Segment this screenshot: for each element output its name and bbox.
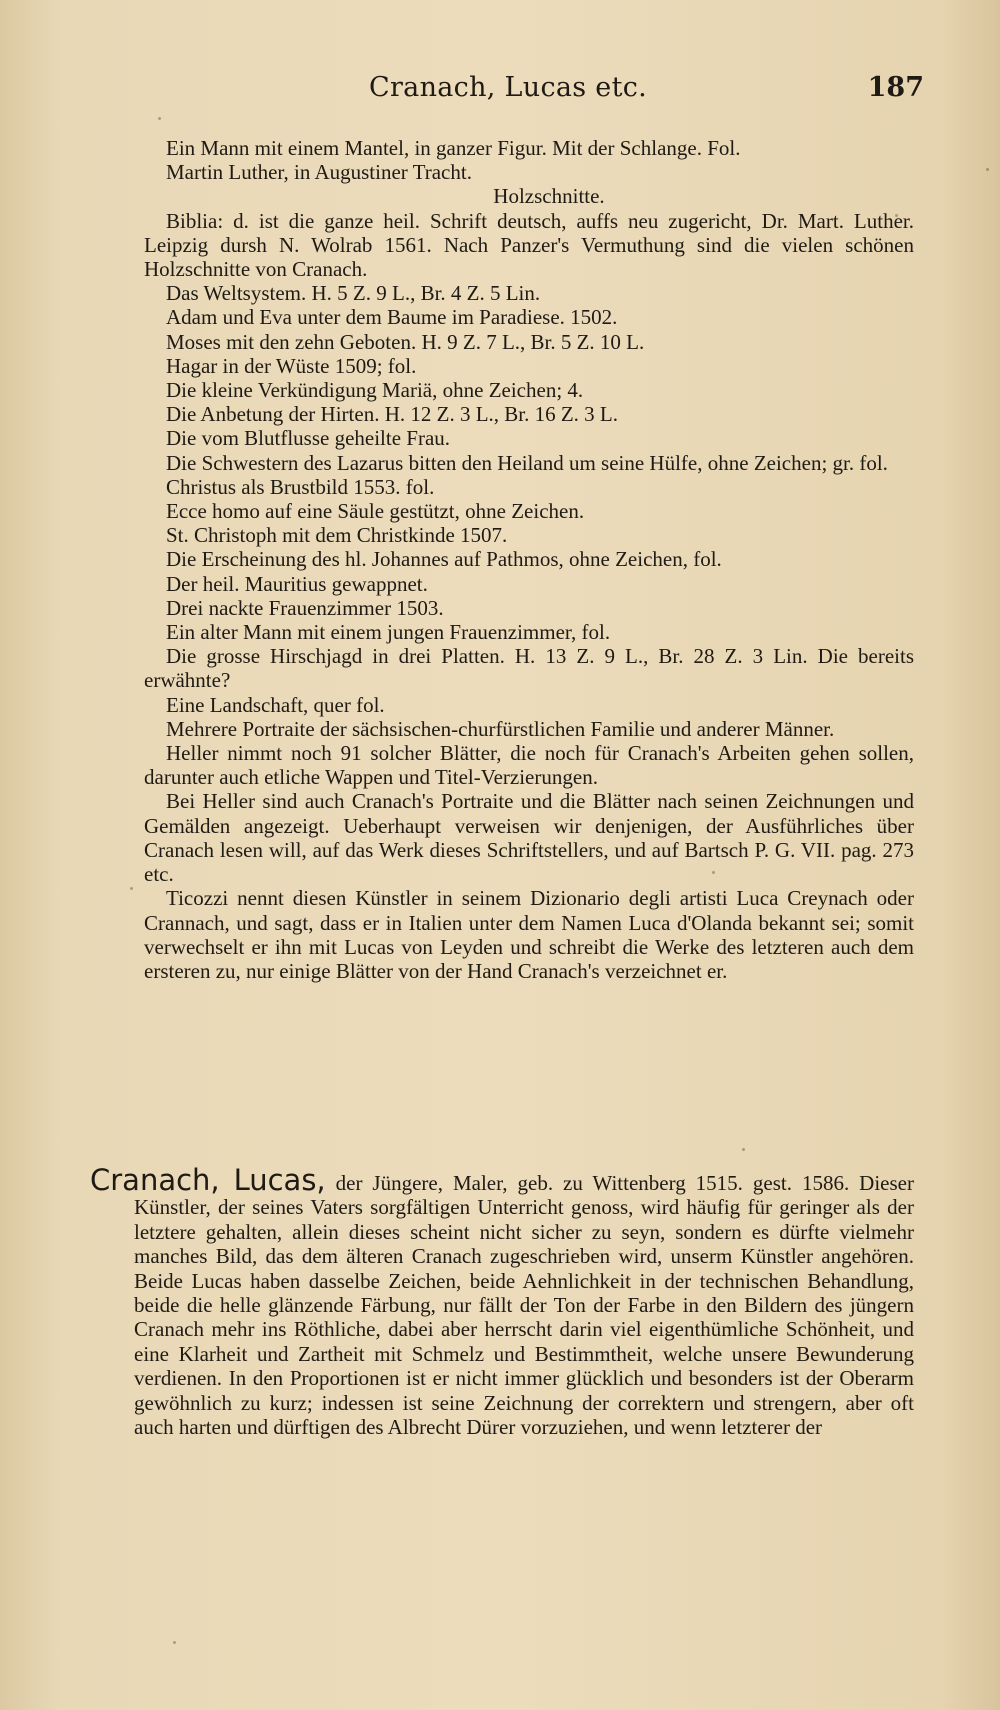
list-item: Martin Luther, in Augustiner Tracht.	[166, 160, 472, 185]
list-item: Hagar in der Wüste 1509; fol.	[166, 353, 417, 378]
paragraph-heller: Heller nimmt noch 91 solcher Blätter, die noch für Cranach's Arbeiten gehen sollen, darunter auch etliche Wappen und Titel-Verzierungen.	[144, 741, 914, 790]
list-item: Christus als Brustbild 1553. fol.	[166, 474, 435, 499]
list-item: Die vom Blutflusse geheilte Frau.	[166, 426, 451, 451]
entry-text: der Jüngere, Maler, geb. zu Wittenberg 1515. gest. 1586. Dieser Künstler, der seines Vaters sorgfältigen Unterricht genoss, wird häufig für geringer als der letztere gehalten, allein dieses scheint nicht sicher zu seyn, sondern es dürfte vielmehr manches Bild, das dem älteren Cranach zugeschrieben wird, unserm Künstler angehören. Beide Lucas haben dasselbe Zeichen, beide Aehnlichkeit in der technischen Behandlung, beide die helle glänzende Färbung, nur fällt der Ton der Farbe in den Bildern des jüngern Cranach mehr ins Röthliche, dabei aber herrscht darin viel eigenthümliche Schönheit, und eine Klarheit und Zartheit mit Schmelz und Bestimmtheit, welche unsere Bewunderung verdienen. In den Proportionen ist er nicht immer glücklich und besonders ist der Oberarm gewöhnlich zu kurz; indessen ist seine Zeichnung der correktern und strengern, aber oft auch harten und dürftigen des Albrecht Dürer vorzuziehen, und wenn letzterer der	[134, 1171, 914, 1440]
paper-speck	[173, 1641, 176, 1644]
paper-speck	[742, 1148, 745, 1151]
paper-speck	[712, 871, 715, 874]
list-item: Die grosse Hirschjagd in drei Platten. H. 13 Z. 9 L., Br. 28 Z. 3 Lin. Die bereits erwähnte?	[144, 644, 914, 693]
entry-headword: Cranach, Lucas,	[90, 1163, 326, 1197]
page-number: 187	[867, 72, 924, 103]
running-head: Cranach, Lucas etc.	[369, 72, 648, 103]
page-header	[144, 72, 924, 112]
list-item: Der heil. Mauritius gewappnet.	[166, 571, 428, 596]
list-item: Eine Landschaft, quer fol.	[166, 692, 385, 717]
list-item: Das Weltsystem. H. 5 Z. 9 L., Br. 4 Z. 5 Lin.	[166, 281, 541, 306]
list-item: Die Schwestern des Lazarus bitten den Heiland um seine Hülfe, ohne Zeichen; gr. fol.	[166, 450, 888, 475]
list-item: Die Anbetung der Hirten. H. 12 Z. 3 L., Br. 16 Z. 3 L.	[166, 402, 619, 427]
paper-speck	[986, 168, 989, 171]
works-list	[144, 136, 914, 983]
list-item: Ein Mann mit einem Mantel, in ganzer Figur. Mit der Schlange. Fol.	[166, 136, 741, 160]
paper-speck	[895, 214, 898, 217]
list-item: Moses mit den zehn Geboten. H. 9 Z. 7 L., Br. 5 Z. 10 L.	[166, 329, 645, 354]
list-item: Die kleine Verkündigung Mariä, ohne Zeichen; 4.	[166, 378, 584, 403]
list-item: Biblia: d. ist die ganze heil. Schrift deutsch, auffs neu zugericht, Dr. Mart. Luther. Leipzig dursh N. Wolrab 1561. Nach Panzer's Vermuthung sind die vielen schönen Holzschnitte von Cranach.	[144, 208, 914, 282]
list-item: Ecce homo auf eine Säule gestützt, ohne Zeichen.	[166, 499, 585, 524]
list-item: Ein alter Mann mit einem jungen Frauenzimmer, fol.	[166, 620, 611, 645]
paragraph-ticozzi: Ticozzi nennt diesen Künstler in seinem Dizionario degli artisti Luca Creynach oder Crannach, und sagt, dass er in Italien unter dem Namen Luca d'Olanda bekannt sei; somit verwechselt er ihn mit Lucas von Leyden und schreibt die Werke des letzteren auch dem ersteren zu, nur einige Blätter von der Hand Cranach's verzeichnet er.	[144, 886, 914, 983]
list-item: Adam und Eva unter dem Baume im Paradiese. 1502.	[166, 305, 618, 330]
paper-speck	[158, 117, 161, 120]
list-item: Die Erscheinung des hl. Johannes auf Pathmos, ohne Zeichen, fol.	[166, 547, 722, 572]
paper-speck	[130, 887, 133, 890]
paragraph-heller-portraits: Bei Heller sind auch Cranach's Portraite und die Blätter nach seinen Zeichnungen und Gemälden angezeigt. Ueberhaupt verweisen wir denjenigen, der Ausführliches über Cranach lesen will, auf das Werk dieses Schriftstellers, und auf Bartsch P. G. VII. pag. 273 etc.	[144, 789, 914, 887]
entry-cranach-younger	[90, 1163, 914, 1440]
list-item: St. Christoph mit dem Christkinde 1507.	[166, 523, 508, 548]
list-item: Mehrere Portraite der sächsischen-churfürstlichen Familie und anderer Männer.	[166, 716, 835, 741]
section-heading-woodcuts: Holzschnitte.	[493, 184, 605, 209]
list-item: Drei nackte Frauenzimmer 1503.	[166, 595, 444, 620]
